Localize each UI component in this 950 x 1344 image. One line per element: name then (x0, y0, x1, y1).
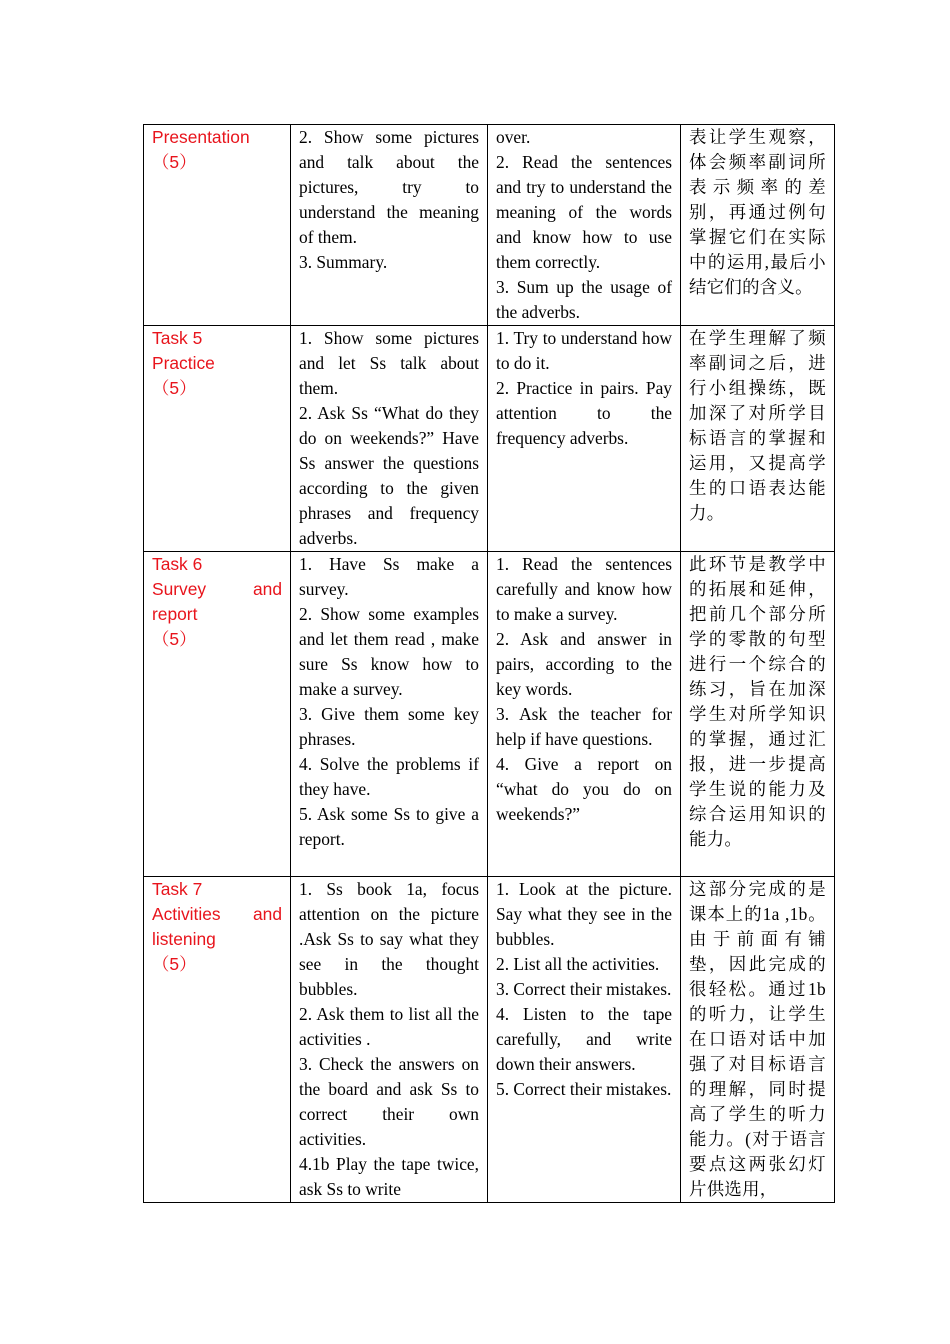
design-purpose-cell: 表让学生观察，体会频率副词所表示频率的差别，再通过例句掌握它们在实际中的运用,最后小结它们的含义。 (681, 125, 835, 326)
student-activity-cell (488, 552, 681, 877)
teacher-activity-cell (291, 877, 488, 1203)
student-step: 2. Read the sentences and try to understand the meaning of the words and know how to use them correctly. (496, 152, 672, 272)
teacher-step: 1. Have Ss make a survey. (299, 554, 479, 599)
student-step: over. (496, 127, 531, 147)
student-step: 3. Sum up the usage of the adverbs. (496, 277, 672, 322)
stage-subtitle-word: and (252, 579, 282, 599)
teacher-step: 3. Summary. (299, 252, 388, 272)
stage-title: Task 5 (152, 328, 203, 348)
stage-cell (144, 125, 291, 326)
student-activity-cell (488, 125, 681, 326)
table-row (144, 552, 835, 877)
stage-time: （5） (152, 378, 197, 398)
student-step: 3. Ask the teacher for help if have questions. (496, 704, 672, 749)
stage-title: Presentation (152, 127, 250, 147)
table-row (144, 125, 835, 326)
teacher-step: 2. Ask them to list all the activities . (299, 1004, 479, 1049)
student-step: 2. List all the activities. (496, 954, 660, 974)
stage-subtitle-word: and (252, 904, 282, 924)
stage-subtitle (152, 577, 282, 602)
stage-time: （5） (152, 152, 197, 172)
student-step: 1. Read the sentences carefully and know how to make a survey. (496, 554, 672, 624)
teacher-step: 4. Solve the problems if they have. (299, 754, 479, 799)
teacher-step: 5. Ask some Ss to give a report. (299, 804, 479, 849)
teacher-step: 2. Show some examples and let them read , make sure Ss know how to make a survey. (299, 604, 479, 699)
stage-subtitle-word: Activities (152, 904, 221, 924)
student-step: 4. Listen to the tape carefully, and write down their answers. (496, 1004, 672, 1074)
stage-cell (144, 877, 291, 1203)
stage-subtitle (152, 902, 282, 927)
design-purpose-cell: 此环节是教学中的拓展和延伸，把前几个部分所学的零散的句型进行一个综合的练习，旨在加深学生对所学知识的掌握，通过汇报，进一步提高学生说的能力及综合运用知识的能力。 (681, 552, 835, 877)
table-row (144, 877, 835, 1203)
stage-subtitle-word: Survey (152, 579, 207, 599)
teacher-activity-cell (291, 552, 488, 877)
teacher-step: 4.1b Play the tape twice, ask Ss to write (299, 1154, 479, 1199)
lesson-plan-table (143, 124, 835, 1203)
stage-time: （5） (152, 629, 197, 649)
stage-subtitle-cont: report (152, 604, 198, 624)
teacher-step: 3. Check the answers on the board and ask Ss to correct their own activities. (299, 1054, 479, 1149)
teacher-activity-cell (291, 125, 488, 326)
stage-subtitle-cont: listening (152, 929, 216, 949)
student-activity-cell (488, 877, 681, 1203)
student-step: 2. Practice in pairs. Pay attention to the frequency adverbs. (496, 378, 672, 448)
student-activity-cell (488, 326, 681, 552)
student-step: 5. Correct their mistakes. (496, 1079, 672, 1099)
teacher-step: 2. Show some pictures and talk about the pictures, try to understand the meaning of them. (299, 127, 479, 247)
student-step: 2. Ask and answer in pairs, according to the key words. (496, 629, 672, 699)
student-step: 1. Try to understand how to do it. (496, 328, 672, 373)
teacher-step: 1. Show some pictures and let Ss talk about them. (299, 328, 479, 398)
stage-cell (144, 326, 291, 552)
teacher-step: 1. Ss book 1a, focus attention on the picture .Ask Ss to say what they see in the thought bubbles. (299, 879, 479, 999)
stage-title: Task 6 (152, 554, 203, 574)
stage-cell (144, 552, 291, 877)
stage-time: （5） (152, 954, 197, 974)
teacher-step: 2. Ask Ss “What do they do on weekends?” Have Ss answer the questions according to the given phrases and frequency adverbs. (299, 403, 479, 548)
design-purpose-cell: 这部分完成的是课本上的1a ,1b。由于前面有铺垫，因此完成的很轻松。通过1b的听力，让学生在口语对话中加强了对目标语言的理解，同时提高了学生的听力能力。(对于语言要点这两张幻灯片供选用， (681, 877, 835, 1203)
student-step: 1. Look at the picture. Say what they see in the bubbles. (496, 879, 672, 949)
student-step: 4. Give a report on “what do you do on weekends?” (496, 754, 672, 824)
student-step: 3. Correct their mistakes. (496, 979, 672, 999)
stage-subtitle: Practice (152, 353, 215, 373)
stage-title: Task 7 (152, 879, 203, 899)
design-purpose-cell: 在学生理解了频率副词之后，进行小组操练，既加深了对所学目标语言的掌握和运用，又提高学生的口语表达能力。 (681, 326, 835, 552)
table-row (144, 326, 835, 552)
teacher-step: 3. Give them some key phrases. (299, 704, 479, 749)
teacher-activity-cell (291, 326, 488, 552)
